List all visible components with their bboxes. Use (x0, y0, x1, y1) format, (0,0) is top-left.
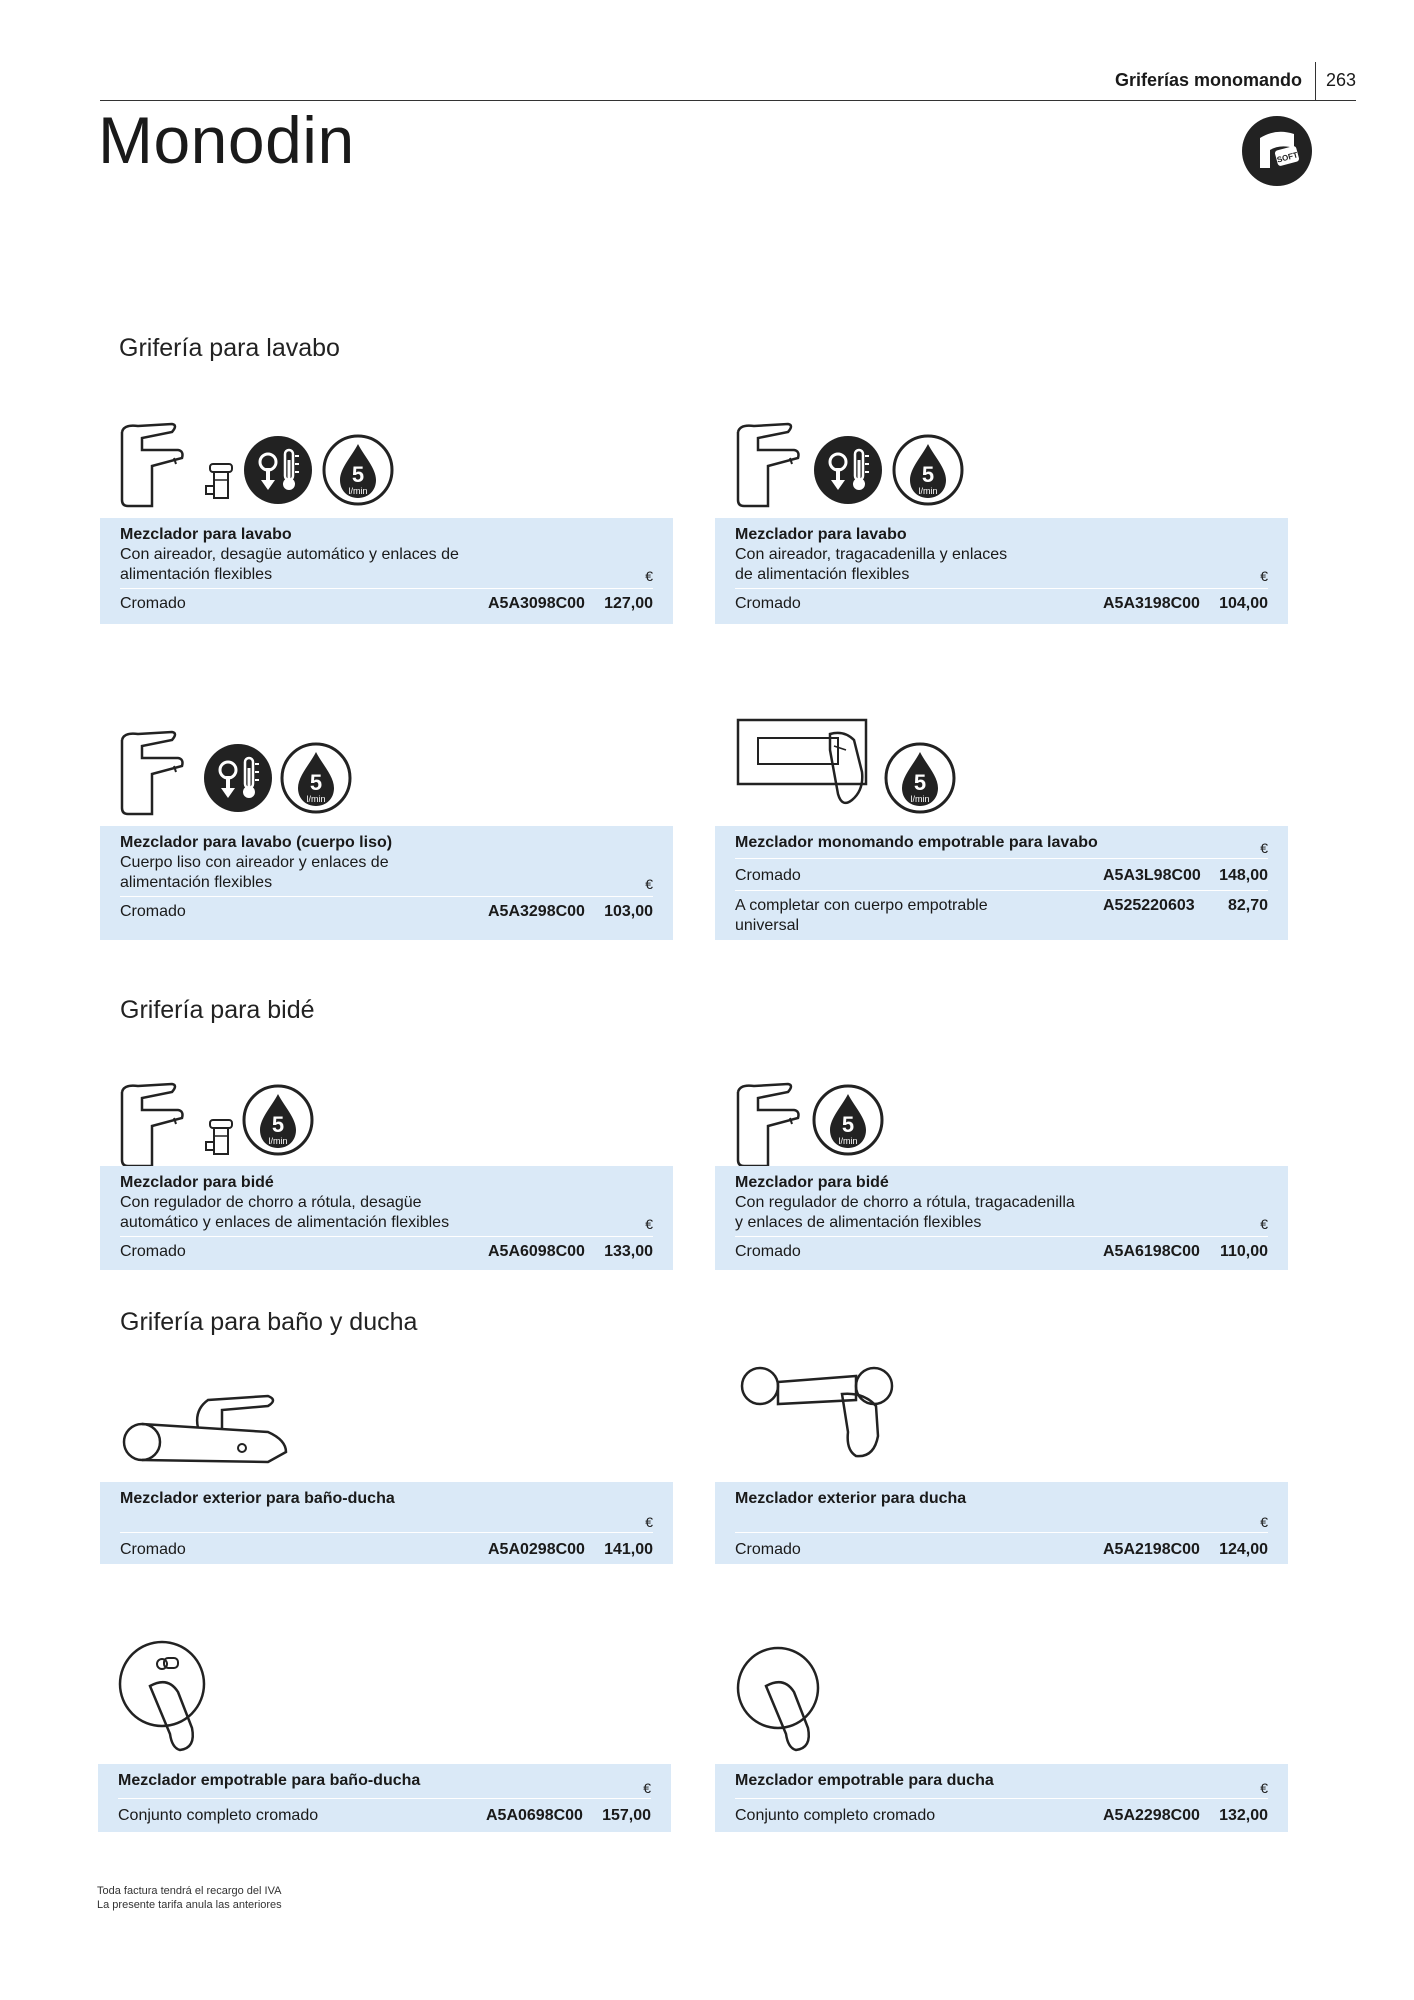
finish: Cromado (735, 1243, 801, 1260)
flow-value: 5 (913, 770, 927, 795)
heading-lavabo: Grifería para lavabo (119, 334, 340, 362)
product-price: 127,00 (604, 595, 653, 612)
flow-unit: l/min (348, 486, 368, 496)
product-code: A5A2198C00 (1103, 1541, 1200, 1558)
footer-line: Toda factura tendrá el recargo del IVA (97, 1885, 282, 1897)
product-code: A5A3098C00 (488, 595, 585, 612)
finish-extra: A completar con cuerpo empotrable universal (735, 897, 988, 934)
finish: Cromado (735, 1541, 801, 1558)
product-code-extra: A525220603 (1103, 897, 1195, 914)
flow-value: 5 (271, 1112, 285, 1137)
currency-label: € (643, 1780, 651, 1796)
product-price: 124,00 (1219, 1541, 1268, 1558)
drain-icon (206, 1120, 232, 1154)
product-box (100, 518, 673, 624)
product-icons-1 (112, 410, 412, 510)
product-box (715, 1166, 1288, 1270)
row-divider (120, 588, 653, 589)
product-box (715, 1482, 1288, 1564)
bidet-mixer-icon (738, 1084, 799, 1166)
product-name: Mezclador exterior para baño-ducha (120, 1490, 395, 1507)
product-box (715, 518, 1288, 624)
flow-value: 5 (309, 770, 323, 795)
flow-unit: l/min (910, 794, 930, 804)
product-icons-6 (728, 1070, 908, 1170)
product-icons-5 (112, 1070, 332, 1170)
finish: Cromado (735, 595, 801, 612)
shower-mixer-icon (738, 1346, 898, 1466)
product-price: 110,00 (1219, 1243, 1268, 1260)
row-divider (735, 1532, 1268, 1533)
currency-label: € (1260, 568, 1268, 584)
concealed-shower-icon (730, 1644, 830, 1764)
row-divider (120, 1532, 653, 1533)
product-name: Mezclador para lavabo (120, 526, 292, 543)
product-price: 132,00 (1219, 1807, 1268, 1824)
product-description: Con aireador, tragacadenilla y enlaces de alimentación flexibles (735, 546, 1008, 583)
soft-badge-icon (1240, 114, 1314, 188)
flow-unit: l/min (268, 1136, 288, 1146)
currency-label: € (1260, 1216, 1268, 1232)
product-name: Mezclador exterior para ducha (735, 1490, 967, 1507)
product-price-extra: 82,70 (1227, 897, 1268, 914)
finish: Cromado (120, 1243, 186, 1260)
row-divider (735, 1798, 1268, 1799)
product-code: A5A3198C00 (1103, 595, 1200, 612)
product-name: Mezclador empotrable para baño-ducha (118, 1772, 421, 1789)
row-divider (735, 588, 1268, 589)
flow-unit: l/min (918, 486, 938, 496)
product-code: A5A3298C00 (488, 903, 585, 920)
basin-mixer-icon (122, 424, 183, 506)
product-description: Con regulador de chorro a rótula, tragacadenilla y enlaces de alimentación flexibles (735, 1194, 1075, 1231)
product-price: 133,00 (604, 1243, 653, 1260)
product-name: Mezclador monomando empotrable para lavabo (735, 834, 1098, 851)
page-title: Monodin (98, 103, 355, 177)
product-code: A5A0298C00 (488, 1541, 585, 1558)
product-code: A5A6198C00 (1103, 1243, 1200, 1260)
product-name: Mezclador para lavabo (735, 526, 907, 543)
finish: Cromado (120, 903, 186, 920)
currency-label: € (645, 568, 653, 584)
product-box (100, 1166, 673, 1270)
product-price: 141,00 (604, 1541, 653, 1558)
product-description: Cuerpo liso con aireador y enlaces de alimentación flexibles (120, 854, 389, 891)
currency-label: € (1260, 840, 1268, 856)
flow-value: 5 (351, 462, 365, 487)
wall-basin-mixer-icon (738, 720, 866, 803)
product-description: Con aireador, desagüe automático y enlaces de alimentación flexibles (120, 546, 459, 583)
flow-unit: l/min (838, 1136, 858, 1146)
soft-label: SOFT (1275, 150, 1299, 165)
product-price: 104,00 (1219, 595, 1268, 612)
basin-mixer-icon (122, 732, 183, 814)
currency-label: € (1260, 1514, 1268, 1530)
product-name: Mezclador para lavabo (cuerpo liso) (120, 834, 393, 851)
currency-label: € (645, 1216, 653, 1232)
finish: Cromado (120, 1541, 186, 1558)
heading-bano: Grifería para baño y ducha (120, 1308, 418, 1336)
product-code: A5A0698C00 (486, 1807, 583, 1824)
product-icons-4 (734, 710, 974, 820)
row-divider (735, 1236, 1268, 1237)
flow-unit: l/min (306, 794, 326, 804)
currency-label: € (1260, 1780, 1268, 1796)
row-divider (120, 896, 653, 897)
footer-line: La presente tarifa anula las anteriores (97, 1899, 282, 1911)
flow-value: 5 (841, 1112, 855, 1137)
finish: Conjunto completo cromado (735, 1807, 936, 1824)
bath-shower-mixer-icon (118, 1370, 298, 1470)
temperature-limiter-icon (204, 744, 272, 812)
basin-mixer-icon (738, 424, 799, 506)
product-box (715, 1764, 1288, 1832)
finish: Cromado (120, 595, 186, 612)
section-title: Griferías monomando (1114, 70, 1302, 90)
product-box (100, 1482, 673, 1564)
drain-icon (206, 464, 232, 498)
product-description: Con regulador de chorro a rótula, desagüe automático y enlaces de alimentación flexibles (120, 1194, 450, 1231)
footer-notes (97, 1884, 282, 1912)
temperature-limiter-icon (244, 436, 312, 504)
product-box (98, 1764, 671, 1832)
product-code: A5A2298C00 (1103, 1807, 1200, 1824)
product-name: Mezclador empotrable para ducha (735, 1772, 994, 1789)
finish: Cromado (735, 867, 801, 884)
product-icons-3 (112, 718, 392, 818)
heading-bide: Grifería para bidé (120, 996, 315, 1024)
finish: Conjunto completo cromado (118, 1807, 319, 1824)
page-number: 263 (1325, 70, 1356, 90)
product-code: A5A6098C00 (488, 1243, 585, 1260)
flow-value: 5 (921, 462, 935, 487)
currency-label: € (645, 1514, 653, 1530)
bidet-mixer-icon (122, 1084, 183, 1166)
product-name: Mezclador para bidé (735, 1174, 889, 1191)
currency-label: € (645, 876, 653, 892)
product-icons-2 (728, 410, 988, 510)
temperature-limiter-icon (814, 436, 882, 504)
concealed-bath-shower-icon (114, 1636, 214, 1756)
row-divider (735, 858, 1268, 859)
row-divider (118, 1798, 651, 1799)
page-header (100, 62, 1356, 101)
product-code: A5A3L98C00 (1103, 867, 1201, 884)
row-divider (120, 1236, 653, 1237)
product-price: 157,00 (602, 1807, 651, 1824)
product-box (100, 826, 673, 940)
header-divider (1315, 62, 1317, 100)
product-box (715, 826, 1288, 940)
product-price: 148,00 (1219, 867, 1268, 884)
product-name: Mezclador para bidé (120, 1174, 274, 1191)
row-divider (735, 890, 1268, 891)
product-price: 103,00 (604, 903, 653, 920)
